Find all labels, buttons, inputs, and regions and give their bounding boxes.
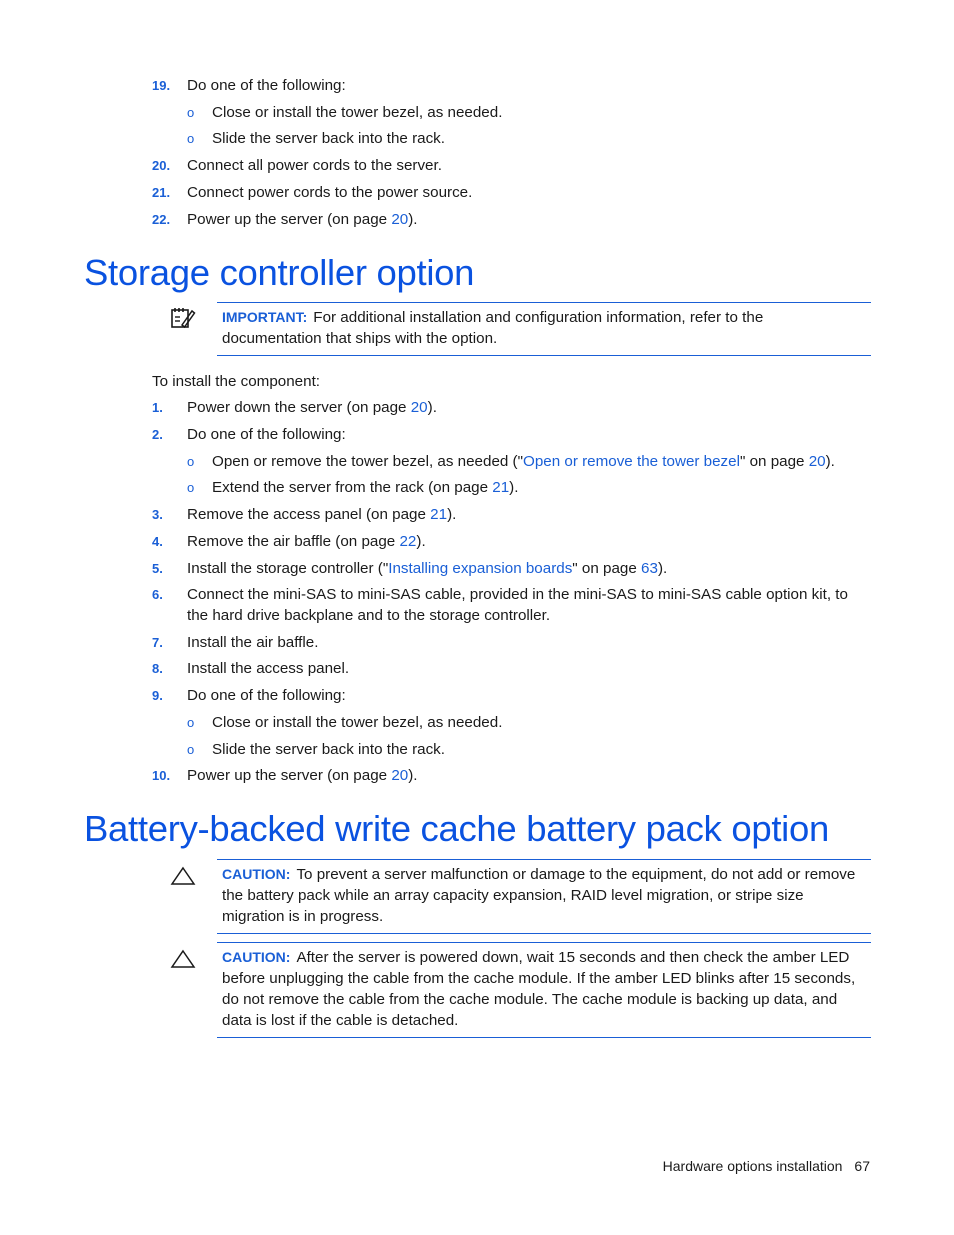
page-link[interactable]: 20 (391, 767, 409, 784)
footer-section-title: Hardware options installation (662, 1158, 843, 1174)
page-link[interactable]: 22 (399, 533, 417, 550)
important-notepad-icon (170, 306, 196, 335)
list-item: 7. Install the air baffle. (152, 634, 319, 651)
list-item: o Slide the server back into the rack. (187, 130, 445, 147)
page-link[interactable]: 20 (391, 211, 409, 228)
list-item: 9. Do one of the following: (152, 687, 346, 704)
storage-steps-list (152, 397, 852, 786)
list-item: 2. Do one of the following: (152, 426, 346, 443)
page-footer (663, 1158, 870, 1174)
caution-label: CAUTION: (222, 949, 291, 965)
caution-triangle-icon (170, 949, 196, 974)
important-label: IMPORTANT: (222, 309, 308, 325)
list-item: 4. Remove the air baffle (on page 22). (152, 533, 426, 550)
page-link[interactable]: 63 (641, 560, 658, 577)
caution-note-1: CAUTION: To prevent a server malfunction or damage to the equipment, do not add or remove the battery pack while an array capacity expansion, RAID level migration, or stripe size migration is in progress. (217, 859, 871, 934)
list-item: o Extend the server from the rack (on page 21). (187, 479, 519, 496)
caution-triangle-icon (170, 866, 196, 891)
list-item: 22. Power up the server (on page 20). (152, 211, 418, 228)
important-note: IMPORTANT: For additional installation and configuration information, refer to the documentation that ships with the option. (217, 302, 871, 356)
list-item: o Slide the server back into the rack. (187, 741, 445, 758)
page-number: 67 (854, 1158, 870, 1174)
list-item: 20. Connect all power cords to the server. (152, 157, 442, 174)
caution-label: CAUTION: (222, 866, 291, 882)
list-item: 5. Install the storage controller ("Installing expansion boards" on page 63). (152, 560, 668, 577)
section-heading-storage-controller: Storage controller option (84, 252, 475, 293)
intro-text: To install the component: (152, 373, 321, 390)
list-item: 10. Power up the server (on page 20). (152, 767, 418, 784)
list-item: 3. Remove the access panel (on page 21). (152, 506, 457, 523)
page-link[interactable]: 20 (410, 399, 428, 416)
list-item: 1. Power down the server (on page 20). (152, 399, 437, 416)
xref-link[interactable]: Open or remove the tower bezel (523, 453, 740, 470)
list-item: 21. Connect power cords to the power source. (152, 184, 473, 201)
caution-note-2: CAUTION: After the server is powered down, wait 15 seconds and then check the amber LED before unplugging the cable from the cache module. If the amber LED blinks after 15 seconds, do not remove the cable from the cache module. The cache module is backing up data, and data is lost if the cable is detached. (217, 942, 871, 1038)
page-link[interactable]: 20 (808, 453, 826, 470)
list-item: 6. Connect the mini-SAS to mini-SAS cable, provided in the mini-SAS to mini-SAS cable option kit, to the hard drive backplane and to the storage controller. (152, 586, 848, 624)
list-item: o Close or install the tower bezel, as needed. (187, 714, 503, 731)
page-link[interactable]: 21 (492, 479, 510, 496)
page-link[interactable]: 21 (430, 506, 448, 523)
section-heading-bbwc-battery: Battery-backed write cache battery pack option (84, 808, 829, 849)
list-item: 19. Do one of the following: (152, 77, 346, 94)
list-item: o Close or install the tower bezel, as needed. (187, 104, 503, 121)
list-item: 8. Install the access panel. (152, 660, 350, 677)
xref-link[interactable]: Installing expansion boards (388, 560, 573, 577)
list-item: o Open or remove the tower bezel, as needed ("Open or remove the tower bezel" on page 20). (187, 453, 835, 470)
steps-top-list (152, 75, 852, 230)
